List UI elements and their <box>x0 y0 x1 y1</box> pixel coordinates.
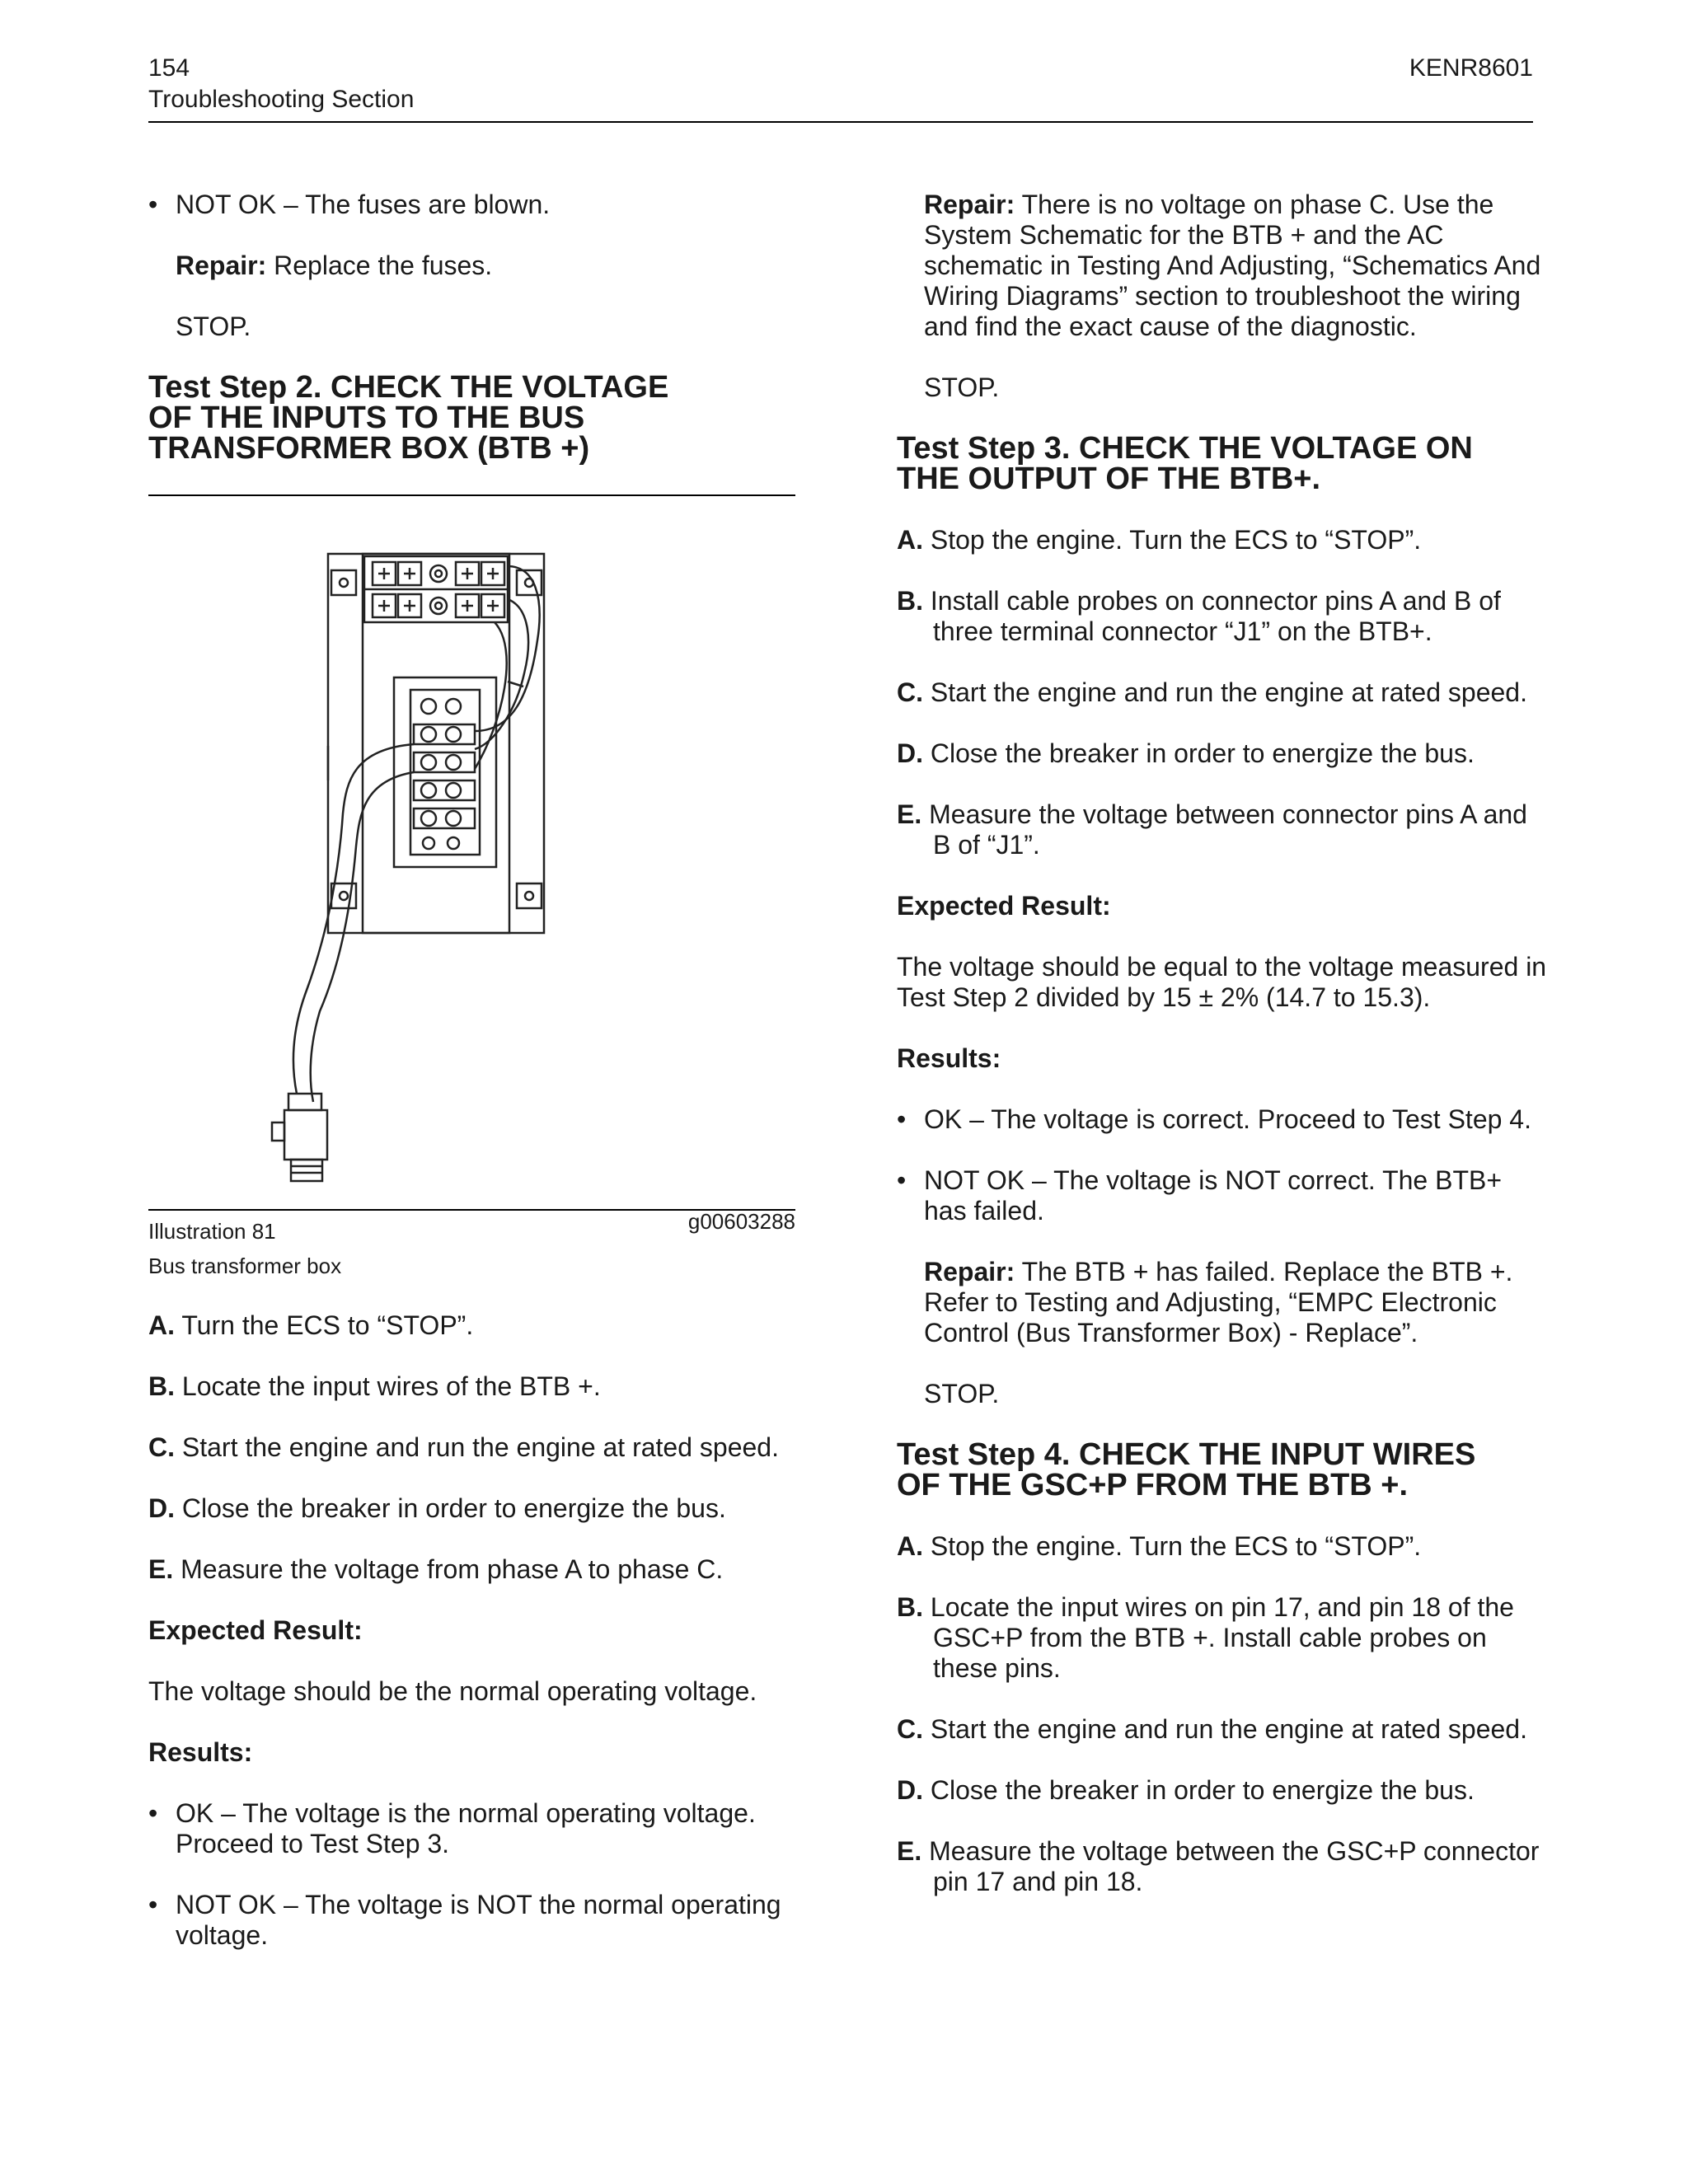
step-text: Stop the engine. Turn the ECS to “STOP”. <box>923 525 1422 555</box>
harness-wire-1 <box>293 744 414 1094</box>
step-text: Close the breaker in order to energize the bus. <box>923 1775 1475 1805</box>
step-letter: A. <box>897 1531 923 1561</box>
repair-text: There is no voltage on phase C. Use the System Schematic for the BTB + and the AC schematic in Testing And Adjusting, “Schematics And Wiring Diagrams” section to troubleshoot the wiring and find the exact cause of the diagnostic. <box>924 190 1541 341</box>
heading-line: Test Step 4. CHECK THE INPUT WIRES <box>897 1437 1476 1472</box>
step-text: Locate the input wires on pin 17, and pin 18 of the GSC+P from the BTB +. Install cable probes on these pins. <box>923 1592 1514 1683</box>
step3-c <box>897 677 1548 708</box>
repair-replace-btb <box>897 1257 1548 1348</box>
bullet-text: NOT OK – The voltage is NOT correct. The BTB+ has failed. <box>924 1165 1503 1226</box>
bullet-dot: • <box>148 1890 158 1919</box>
step-letter: B. <box>897 586 923 616</box>
step2-b <box>148 1371 795 1402</box>
step-letter: C. <box>897 677 923 707</box>
results-label: Results: <box>897 1043 1001 1073</box>
step-letter: B. <box>897 1592 923 1622</box>
step-letter: D. <box>897 738 923 768</box>
header-rule <box>148 121 1533 123</box>
step-letter: C. <box>148 1432 175 1462</box>
connector-collar <box>288 1094 321 1110</box>
expected-result-label: Expected Result: <box>897 891 1111 921</box>
illustration-number: Illustration 81 <box>148 1219 276 1244</box>
step-letter: E. <box>897 799 922 829</box>
bullet-text: OK – The voltage is the normal operating voltage. Proceed to Test Step 3. <box>176 1798 756 1858</box>
step4-heading <box>897 1437 1548 1502</box>
heading-line: Test Step 2. CHECK THE VOLTAGE <box>148 370 669 405</box>
bullet-text: NOT OK – The voltage is NOT the normal operating voltage. <box>176 1890 781 1950</box>
connector-plug <box>291 1160 322 1181</box>
step4-b <box>897 1592 1548 1684</box>
step-letter: E. <box>148 1554 174 1584</box>
step-text: Start the engine and run the engine at rated speed. <box>175 1432 779 1462</box>
expected-result-label: Expected Result: <box>148 1615 363 1645</box>
repair-text: Replace the fuses. <box>266 251 493 280</box>
page-number: 154 <box>148 54 190 82</box>
step2-c <box>148 1432 795 1463</box>
mount-hole-br <box>517 883 542 908</box>
step-text: Measure the voltage from phase A to phase C. <box>173 1554 724 1584</box>
step-text: Start the engine and run the engine at rated speed. <box>923 1714 1527 1744</box>
results-label: Results: <box>148 1737 253 1767</box>
step-text: Close the breaker in order to energize the bus. <box>175 1493 726 1523</box>
bullet-text: NOT OK – The fuses are blown. <box>176 190 551 219</box>
step-letter: D. <box>148 1493 175 1523</box>
repair-label: Repair: <box>924 190 1015 219</box>
bus-transformer-box-illustration <box>148 533 795 1209</box>
step2-e <box>148 1554 795 1585</box>
mount-hole-tr <box>517 570 542 595</box>
graphic-id: g00603288 <box>687 1209 795 1234</box>
stop-text: STOP. <box>176 312 251 341</box>
step4-d <box>897 1775 1548 1806</box>
document-id: KENR8601 <box>1409 54 1533 82</box>
step4-e <box>897 1836 1548 1897</box>
bullet-not-ok <box>897 1165 1548 1226</box>
stop-text: STOP. <box>924 1379 1000 1408</box>
step-text: Locate the input wires of the BTB +. <box>175 1371 601 1401</box>
repair-label: Repair: <box>176 251 267 280</box>
mount-hole-tl <box>331 570 356 595</box>
step4-c <box>897 1714 1548 1745</box>
heading-line: TRANSFORMER BOX (BTB +) <box>148 431 590 466</box>
figure-caption-row <box>148 1209 795 1245</box>
figure-top-rule <box>148 494 795 496</box>
section-title: Troubleshooting Section <box>148 86 415 113</box>
step3-b <box>897 586 1548 647</box>
step-text: Turn the ECS to “STOP”. <box>175 1310 474 1340</box>
step3-d <box>897 738 1548 769</box>
step-text: Install cable probes on connector pins A and B of three terminal connector “J1” on the BTB+. <box>923 586 1501 646</box>
step3-a <box>897 525 1548 555</box>
repair-replace-fuses <box>148 251 795 281</box>
left-column <box>148 190 795 1981</box>
right-column <box>897 190 1548 1928</box>
step2-a <box>148 1310 795 1341</box>
step-text: Start the engine and run the engine at rated speed. <box>923 677 1527 707</box>
step-letter: D. <box>897 1775 923 1805</box>
step2-heading <box>148 370 795 466</box>
figure-caption: Bus transformer box <box>148 1254 342 1278</box>
heading-line: THE OUTPUT OF THE BTB+. <box>897 462 1321 496</box>
repair-no-voltage-phase-c <box>897 190 1548 342</box>
bullet-ok <box>897 1104 1548 1135</box>
terminal-screws <box>414 699 475 849</box>
heading-line: OF THE GSC+P FROM THE BTB +. <box>897 1468 1409 1502</box>
step3-e <box>897 799 1548 860</box>
step-text: Measure the voltage between connector pins A and B of “J1”. <box>921 799 1527 860</box>
bullet-not-ok <box>148 1890 795 1951</box>
bullet-dot: • <box>148 190 158 219</box>
step-letter: C. <box>897 1714 923 1744</box>
step-letter: A. <box>148 1310 175 1340</box>
step-letter: E. <box>897 1836 922 1866</box>
heading-line: Test Step 3. CHECK THE VOLTAGE ON <box>897 431 1473 466</box>
step-text: Stop the engine. Turn the ECS to “STOP”. <box>923 1531 1422 1561</box>
bullet-ok <box>148 1798 795 1859</box>
step-letter: B. <box>148 1371 175 1401</box>
step-letter: A. <box>897 525 923 555</box>
stop-text: STOP. <box>924 373 1000 402</box>
repair-label: Repair: <box>924 1257 1015 1286</box>
bullet-dot: • <box>897 1165 907 1195</box>
bullet-not-ok-fuses <box>148 190 795 220</box>
step2-d <box>148 1493 795 1524</box>
heading-line: OF THE INPUTS TO THE BUS <box>148 401 585 435</box>
bullet-dot: • <box>148 1798 158 1828</box>
bullet-text: OK – The voltage is correct. Proceed to Test Step 4. <box>924 1104 1531 1134</box>
step-text: Close the breaker in order to energize the bus. <box>923 738 1475 768</box>
expected-result-text: The voltage should be equal to the voltage measured in Test Step 2 divided by 15 ± 2% (14.7 to 15.3). <box>897 952 1547 1012</box>
repair-text: The BTB + has failed. Replace the BTB +. Refer to Testing and Adjusting, “EMPC Electronic Control (Bus Transformer Box) - Replace”. <box>924 1257 1513 1347</box>
connector-body <box>284 1110 327 1160</box>
bullet-dot: • <box>897 1104 907 1134</box>
step-text: Measure the voltage between the GSC+P connector pin 17 and pin 18. <box>921 1836 1540 1896</box>
step4-a <box>897 1531 1548 1562</box>
expected-result-text: The voltage should be the normal operating voltage. <box>148 1676 757 1706</box>
step3-heading <box>897 431 1548 496</box>
